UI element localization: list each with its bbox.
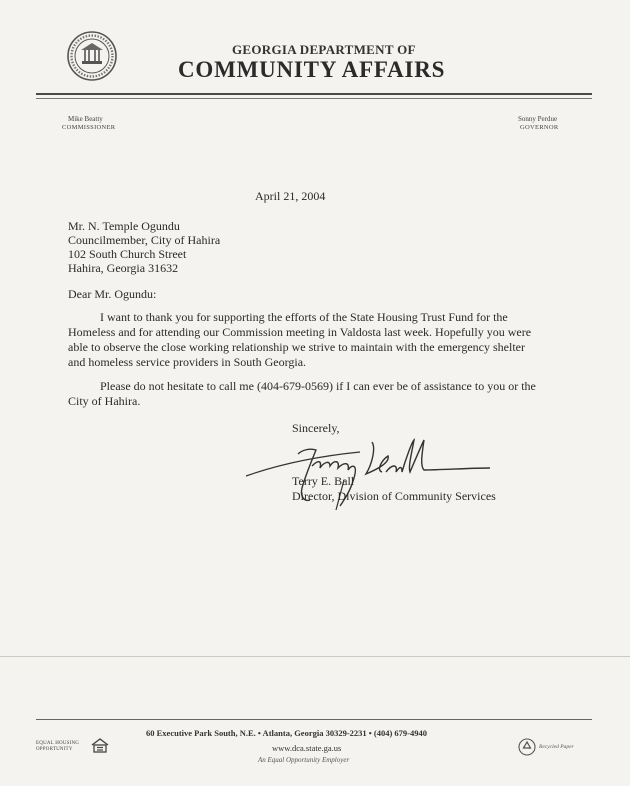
recipient-address-block	[68, 219, 220, 275]
equal-housing-text: EQUAL HOUSING OPPORTUNITY	[36, 741, 80, 752]
recipient-line: Mr. N. Temple Ogundu	[68, 219, 180, 233]
governor-name: Sonny Perdue	[518, 115, 558, 123]
recipient-line: Hahira, Georgia 31632	[68, 261, 179, 275]
commissioner-title: COMMISSIONER	[62, 124, 116, 131]
equal-housing-house-icon	[91, 738, 109, 753]
signer-title: Director, Division of Community Services	[292, 489, 496, 503]
recycle-icon	[518, 738, 536, 756]
paper-fold-line	[0, 656, 630, 657]
salutation: Dear Mr. Ogundu:	[68, 287, 157, 301]
department-name-line2: COMMUNITY AFFAIRS	[178, 57, 446, 82]
recipient-line: Councilmember, City of Hahira	[68, 233, 221, 247]
letterhead-rule-thin	[36, 98, 592, 99]
georgia-state-seal-icon	[66, 30, 118, 82]
recycled-paper-text: Recycled Paper	[539, 744, 574, 750]
signer-name: Terry E. Ball	[292, 474, 355, 488]
footer-address: 60 Executive Park South, N.E. • Atlanta, Georgia 30329-2231 • (404) 679-4940	[146, 728, 428, 738]
body-paragraph-2: Please do not hesitate to call me (404-679-0569) if I can ever be of assistance to you or the City of Hahira.	[68, 379, 536, 408]
letterhead-rule	[36, 93, 592, 95]
body-paragraph-1: I want to thank you for supporting the efforts of the State Housing Trust Fund for the Homeless and for attending our Commission meeting in Valdosta last week. Hopefully you were able to observe the close working relationship we strive to maintain with the emergency shelter and homeless service providers in South Georgia.	[68, 310, 532, 369]
commissioner-name: Mike Beatty	[68, 115, 103, 123]
closing: Sincerely,	[292, 421, 340, 435]
governor-title: GOVERNOR	[520, 124, 559, 131]
footer-website: www.dca.state.ga.us	[272, 743, 342, 753]
footer-rule	[36, 719, 592, 720]
department-name-line1: GEORGIA DEPARTMENT OF	[232, 42, 416, 57]
recipient-line: 102 South Church Street	[68, 247, 187, 261]
letter-date: April 21, 2004	[255, 189, 326, 203]
footer-equal-opportunity: An Equal Opportunity Employer	[258, 756, 350, 764]
